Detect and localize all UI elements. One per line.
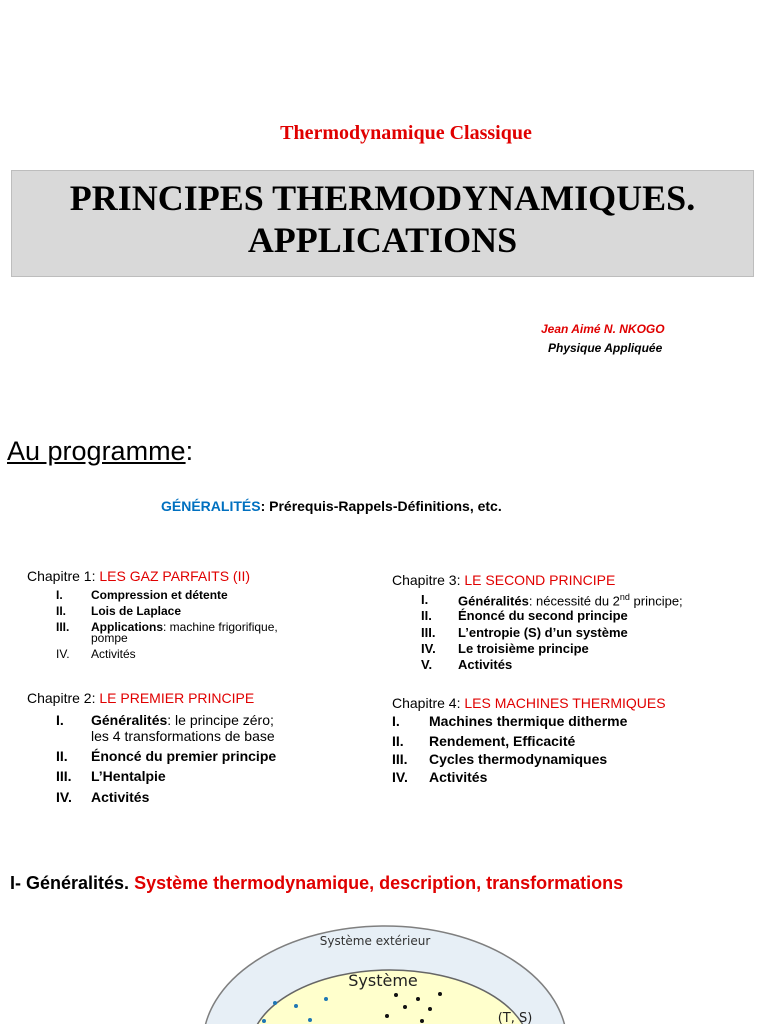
item-text: Énoncé du premier principe: [91, 748, 277, 764]
item-text: L’entropie (S) d’un système: [458, 625, 628, 640]
item-superscript: nd: [619, 592, 630, 602]
generalites-label: GÉNÉRALITÉS: [161, 498, 261, 514]
item-bold: Généralités: [91, 712, 168, 728]
item-number: V.: [421, 657, 433, 672]
programme-heading: [7, 436, 193, 467]
item-number: II.: [421, 608, 432, 623]
item-rest-2: pompe: [91, 631, 128, 645]
item-text: Activités: [429, 769, 488, 785]
item-number: III.: [392, 751, 408, 767]
item-text: Lois de Laplace: [91, 604, 182, 618]
section-title-text: Système thermodynamique, description, transformations: [134, 873, 624, 893]
chapter-2-prefix: Chapitre 2:: [27, 690, 100, 706]
chapter-2: [27, 690, 367, 810]
chapter-3: [392, 572, 752, 677]
section-prefix: I- Généralités.: [10, 873, 135, 893]
chapter-3-prefix: Chapitre 3:: [392, 572, 465, 588]
chapter-1-heading: [27, 568, 250, 584]
item-text: Rendement, Efficacité: [429, 733, 576, 749]
item-rest: : machine frigorifique,: [163, 620, 278, 634]
programme-heading-text: Au programme: [7, 436, 186, 466]
document-subtitle: Thermodynamique Classique: [280, 122, 532, 144]
chapter-3-title: LE SECOND PRINCIPE: [464, 572, 616, 588]
item-rest-2: les 4 transformations de base: [91, 728, 275, 744]
item-number: IV.: [392, 769, 408, 785]
title-box: [11, 170, 754, 277]
chapter-2-heading: [27, 690, 254, 706]
author-name: Jean Aimé N. NKOGO: [541, 322, 665, 336]
item-text: Activités: [91, 789, 150, 805]
chapter-1-title: LES GAZ PARFAITS (II): [99, 568, 251, 584]
item-bold: Applications: [91, 620, 164, 634]
generalites-line: [161, 498, 502, 514]
item-number: IV.: [56, 789, 72, 805]
item-text: Le troisième principe: [458, 641, 589, 656]
chapter-2-title: LE PREMIER PRINCIPE: [99, 690, 255, 706]
item-number: I.: [56, 588, 63, 602]
item-text: Machines thermique ditherme: [429, 713, 628, 729]
chapter-1: [27, 568, 367, 668]
inner-system-label: Système: [348, 971, 418, 990]
item-rest: : nécessité du 2: [528, 593, 620, 609]
chapter-4: [392, 695, 752, 795]
item-bold: Généralités: [458, 593, 529, 609]
item-rest: : le principe zéro;: [167, 712, 274, 728]
programme-heading-colon: :: [185, 436, 194, 466]
item-text: Activités: [458, 657, 513, 672]
item-number: II.: [56, 604, 67, 618]
title-line-2: APPLICATIONS: [247, 220, 518, 260]
item-number: IV.: [421, 641, 436, 656]
system-diagram-svg: [200, 920, 570, 1024]
item-text: Activités: [91, 647, 136, 661]
item-number: II.: [392, 733, 404, 749]
chapter-4-title: LES MACHINES THERMIQUES: [464, 695, 666, 711]
item-text: Compression et détente: [91, 588, 228, 602]
item-number: I.: [392, 713, 400, 729]
item-text: Énoncé du second principe: [458, 608, 628, 623]
item-number: III.: [56, 620, 70, 634]
author-role: Physique Appliquée: [548, 341, 663, 355]
system-diagram: [200, 920, 570, 1029]
chapter-1-prefix: Chapitre 1:: [27, 568, 100, 584]
item-number: I.: [56, 712, 64, 728]
item-number: III.: [421, 625, 436, 640]
item-number: III.: [56, 768, 72, 784]
chapter-3-heading: [392, 572, 615, 588]
outer-system-label: Système extérieur: [319, 934, 431, 948]
section-title: [10, 873, 623, 894]
generalites-rest: : Prérequis-Rappels-Définitions, etc.: [260, 498, 502, 514]
item-number: II.: [56, 748, 68, 764]
author-block: [541, 320, 671, 358]
ts-label: (T, S): [497, 1011, 533, 1024]
item-text: L’Hentalpie: [91, 768, 166, 784]
item-number: IV.: [56, 647, 70, 661]
item-text: Cycles thermodynamiques: [429, 751, 608, 767]
item-number: I.: [421, 592, 429, 607]
chapter-4-prefix: Chapitre 4:: [392, 695, 465, 711]
item-rest-after: principe;: [629, 593, 683, 609]
title-line-1: PRINCIPES THERMODYNAMIQUES.: [69, 178, 696, 218]
chapter-4-heading: [392, 695, 666, 711]
